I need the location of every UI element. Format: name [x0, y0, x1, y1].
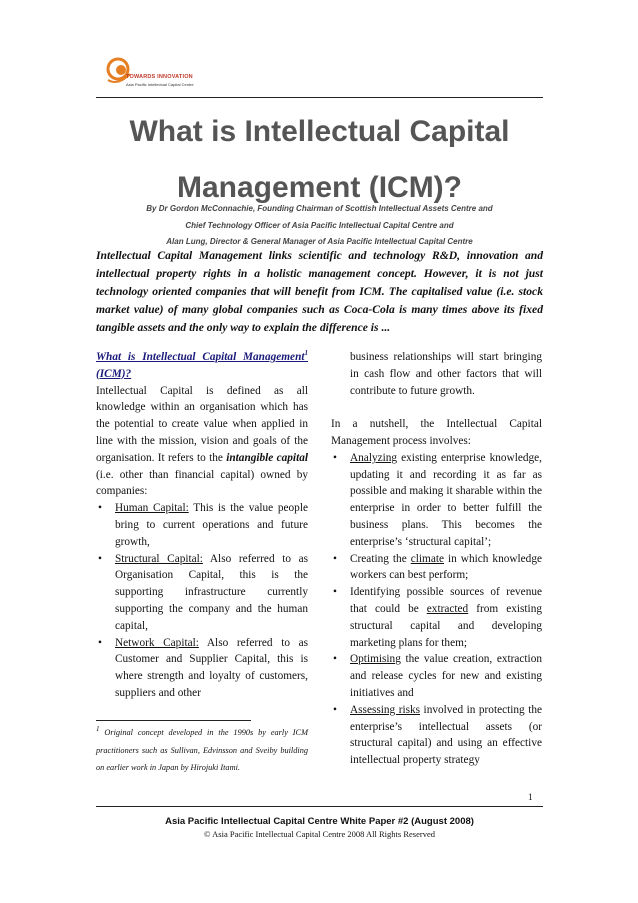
page-title: [96, 104, 543, 216]
list-item: [96, 635, 308, 702]
title-line-1: What is Intellectual Capital: [129, 115, 510, 148]
process-list: [331, 450, 542, 769]
list-term: extracted: [426, 602, 469, 615]
section-heading: [96, 349, 308, 383]
author-line: Chief Technology Officer of Asia Pacific Intellectual Capital Centre and: [185, 220, 454, 230]
heading-text: What is Intellectual Capital Management: [96, 351, 305, 363]
list-text: Also referred to as Organisation Capital, this is the supporting infrastructure currently supporting the company and the human capital,: [115, 552, 308, 632]
process-intro: In a nutshell, the Intellectual Capital Management process involves:: [331, 418, 542, 447]
list-item: [331, 551, 542, 585]
list-text: involved in protecting the enterprise’s intellectual assets (or structural capital) and using an effective intellectual property strategy: [350, 703, 543, 767]
continuation-text: business relationships will start bringing in cash flow and other factors that will contribute to future growth.: [350, 351, 542, 397]
title-line-2: Management (ICM)?: [177, 171, 462, 204]
list-term: Structural Capital:: [115, 552, 203, 565]
list-text: in which knowledge workers can best perform;: [350, 552, 542, 582]
logo-name: TOWARDS INNOVATION: [126, 74, 193, 80]
list-term: Analyzing: [350, 451, 398, 464]
footer-title: Asia Pacific Intellectual Capital Centre White Paper #2 (August 2008): [165, 816, 474, 827]
list-term: climate: [410, 552, 444, 565]
heading-text: (ICM)?: [96, 367, 132, 380]
list-item: [331, 450, 542, 551]
footnote-text: Original concept developed in the 1990s by early ICM practitioners such as Sullivan, Edvinsson and Sveiby building on earlier work in Japan by Hirojuki Itami.: [96, 728, 308, 772]
list-term: Human Capital:: [115, 502, 189, 515]
capital-list: [96, 500, 308, 702]
right-column: [331, 349, 542, 769]
intro-paragraph: [96, 383, 308, 501]
list-text: from existing structural capital and developing marketing plans for them;: [350, 602, 542, 649]
footnote: [96, 724, 308, 777]
footnote-rule: [96, 720, 251, 721]
list-item: [331, 584, 542, 651]
logo-subtitle: Asia Pacific Intellectual Capital Centre: [126, 82, 194, 87]
list-item: [96, 500, 308, 550]
list-text: the value creation, extraction and release cycles for new and existing initiatives and: [350, 653, 542, 699]
abstract: Intellectual Capital Management links scientific and technology R&D, innovation and intellectual property rights in a holistic management concept. However, it is not just technology oriented companies that will benefit from ICM. The capitalised value (i.e. stock market value) of many global companies such as Coca-Cola is many times above its fixed tangible assets and the only way to explain the difference is ...: [96, 249, 543, 334]
author-credits: [96, 201, 543, 251]
list-term: Assessing risks: [350, 703, 421, 716]
list-item: [96, 551, 308, 635]
footer-copyright: © Asia Pacific Intellectual Capital Centre 2008 All Rights Reserved: [204, 829, 435, 839]
intro-emphasis: intangible capital: [226, 451, 309, 464]
author-line: By Dr Gordon McConnachie, Founding Chairman of Scottish Intellectual Assets Centre and: [146, 204, 493, 213]
footnote-ref: 1: [304, 349, 308, 358]
footer-rule: [96, 806, 543, 807]
header-rule: [96, 97, 543, 98]
author-line: Alan Lung, Director & General Manager of Asia Pacific Intellectual Capital Centre: [166, 237, 473, 246]
intro-text: Intellectual Capital is defined as all knowledge within an organisation which has the potential to create value when applied in line with the mission, vision and goals of the organisation. It refers to the: [96, 384, 308, 464]
footnote-number: 1: [96, 725, 100, 734]
list-text: Identifying possible sources of revenue that could be: [350, 586, 542, 615]
intro-text: (i.e. other than financial capital) owned by companies:: [96, 468, 308, 498]
list-term: Optimising: [350, 653, 401, 666]
list-text: Creating the: [350, 552, 411, 565]
page-number: 1: [528, 793, 533, 803]
left-column: [96, 349, 308, 702]
list-text: existing enterprise knowledge, updating it and recording it as far as possible and making it sharable within the enterprise in order to better fulfill the business plans. This becomes the enterprise’s ‘structural capital’;: [350, 451, 542, 548]
list-text: Also referred to as Customer and Supplier Capital, this is where strength and loyalty of customers, suppliers and other: [115, 636, 308, 699]
list-text: This is the value people bring to current operations and future growth,: [115, 502, 308, 548]
list-term: Network Capital:: [115, 636, 199, 649]
list-item: [331, 702, 542, 769]
list-item: [331, 651, 542, 701]
